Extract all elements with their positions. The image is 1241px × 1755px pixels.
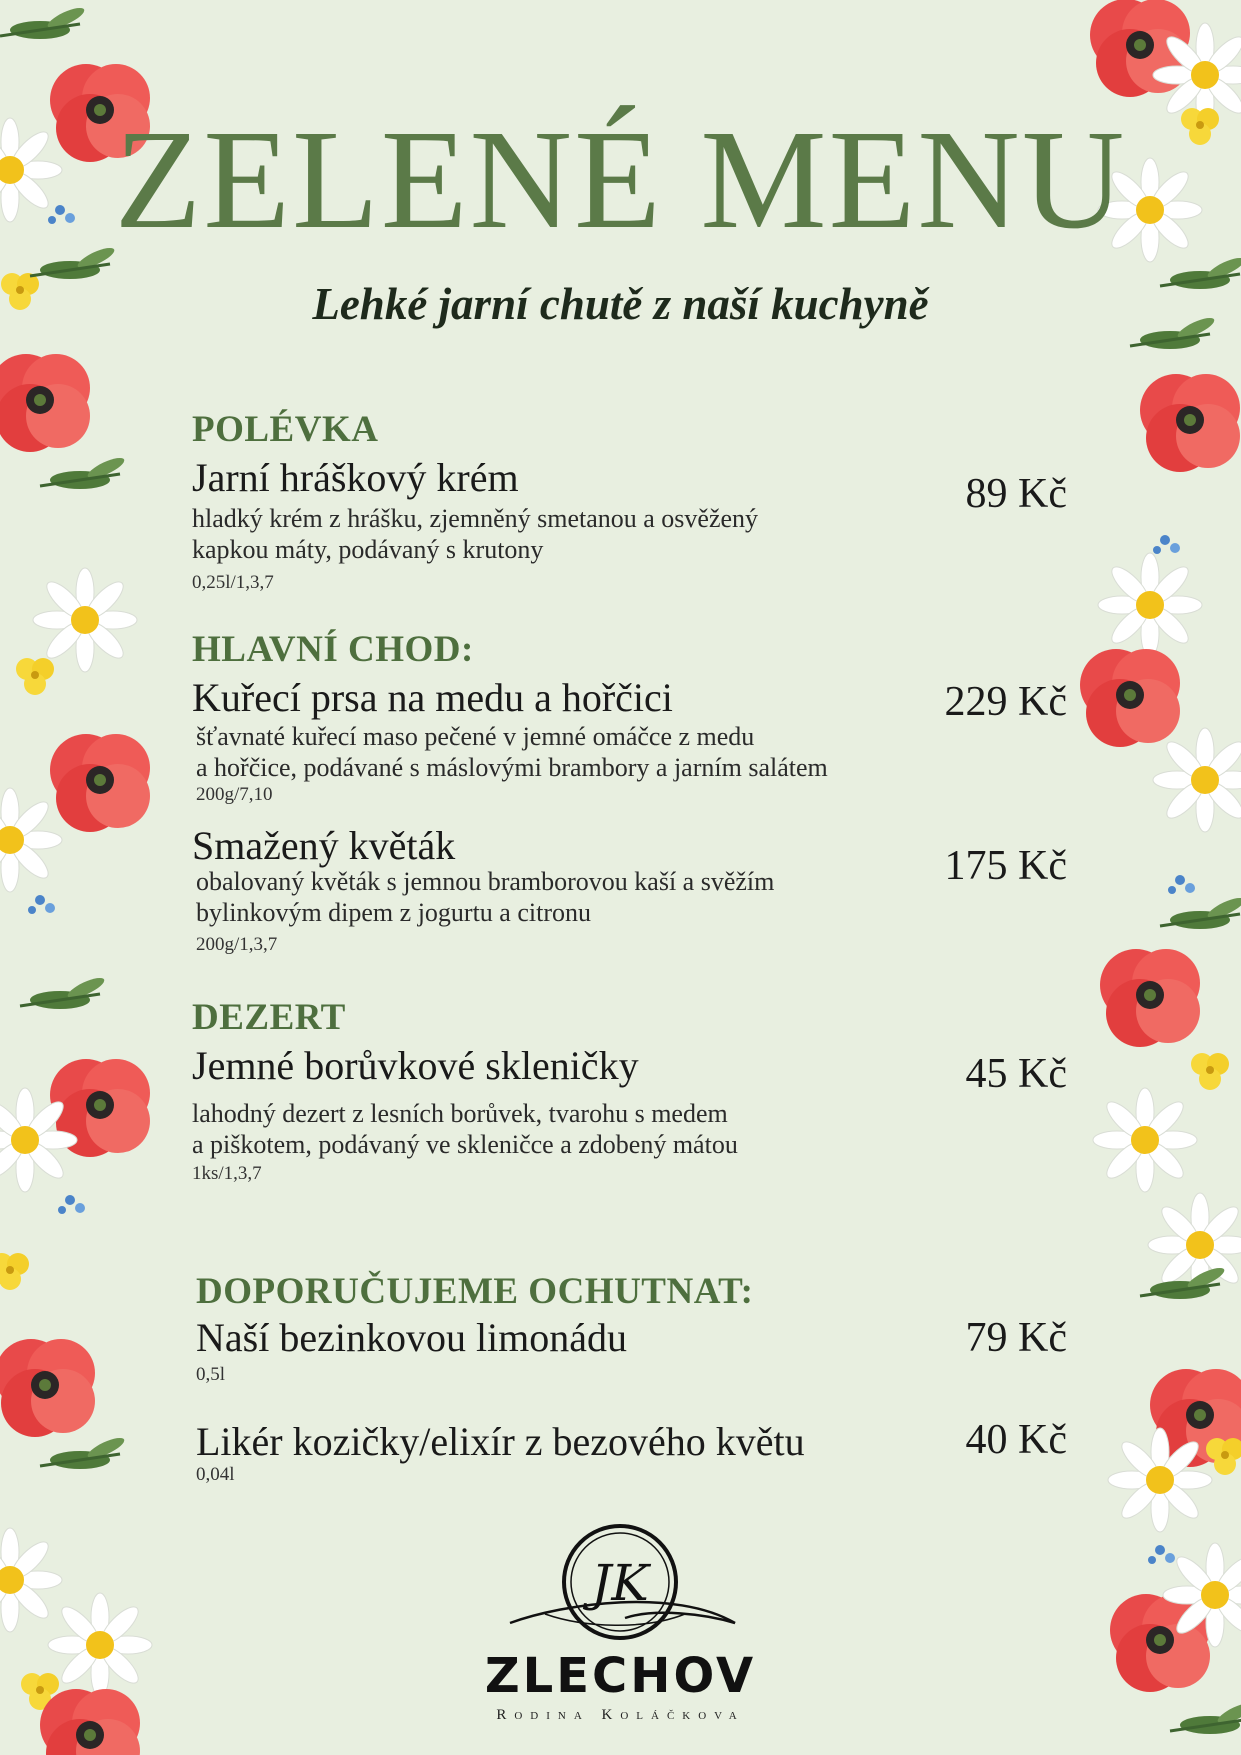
menu-item-description: šťavnaté kuřecí maso pečené v jemné omáčce z medu a hořčice, podávané s máslovými brambory a jarním salátem xyxy=(196,722,828,782)
menu-item-description: lahodný dezert z lesních borůvek, tvarohu s medem a piškotem, podávaný ve skleničce a zdobený mátou xyxy=(192,1099,738,1159)
logo-monogram-emblem xyxy=(505,1518,745,1648)
menu-item-price: 175 Kč xyxy=(944,843,1067,889)
menu-item-name: Naší bezinkovou limonádu xyxy=(196,1315,628,1360)
menu-item-name: Likér kozičky/elixír z bezového květu xyxy=(196,1419,805,1464)
section-heading-main: HLAVNÍ CHOD: xyxy=(192,629,474,670)
menu-item-name: Jarní hráškový krém xyxy=(192,455,519,500)
menu-title: ZELENÉ MENU xyxy=(114,100,1127,258)
menu-item-name: Kuřecí prsa na medu a hořčici xyxy=(192,675,673,720)
menu-item-description: hladký krém z hrášku, zjemněný smetanou a osvěžený kapkou máty, podávaný s krutony xyxy=(192,504,759,564)
menu-item-price: 40 Kč xyxy=(965,1417,1067,1463)
menu-item-allergens: 0,5l xyxy=(196,1364,226,1385)
menu-item-price: 79 Kč xyxy=(965,1315,1067,1361)
menu-item-allergens: 200g/1,3,7 xyxy=(196,934,278,955)
section-heading-soup: POLÉVKA xyxy=(192,409,379,450)
menu-subtitle: Lehké jarní chutě z naší kuchyně xyxy=(312,279,929,329)
menu-item-price: 229 Kč xyxy=(944,679,1067,725)
section-heading-dessert: DEZERT xyxy=(192,997,346,1038)
logo-tagline: Rodina Koláčkova xyxy=(496,1707,745,1723)
menu-item-name: Smažený květák xyxy=(192,823,456,868)
section-heading-recommend: DOPORUČUJEME OCHUTNAT: xyxy=(196,1271,754,1312)
menu-item-price: 45 Kč xyxy=(965,1051,1067,1097)
logo-monogram-letters: JK xyxy=(591,1554,649,1612)
menu-item-allergens: 0,04l xyxy=(196,1464,235,1485)
logo-name: ZLECHOV xyxy=(484,1648,757,1704)
menu-item-price: 89 Kč xyxy=(965,471,1067,517)
menu-item-allergens: 1ks/1,3,7 xyxy=(192,1163,262,1184)
menu-item-name: Jemné borůvkové skleničky xyxy=(192,1043,639,1088)
menu-item-allergens: 200g/7,10 xyxy=(196,784,273,805)
menu-item-description: obalovaný květák s jemnou bramborovou kaší a svěžím bylinkovým dipem z jogurtu a citronu xyxy=(196,867,775,927)
menu-item-allergens: 0,25l/1,3,7 xyxy=(192,572,274,593)
